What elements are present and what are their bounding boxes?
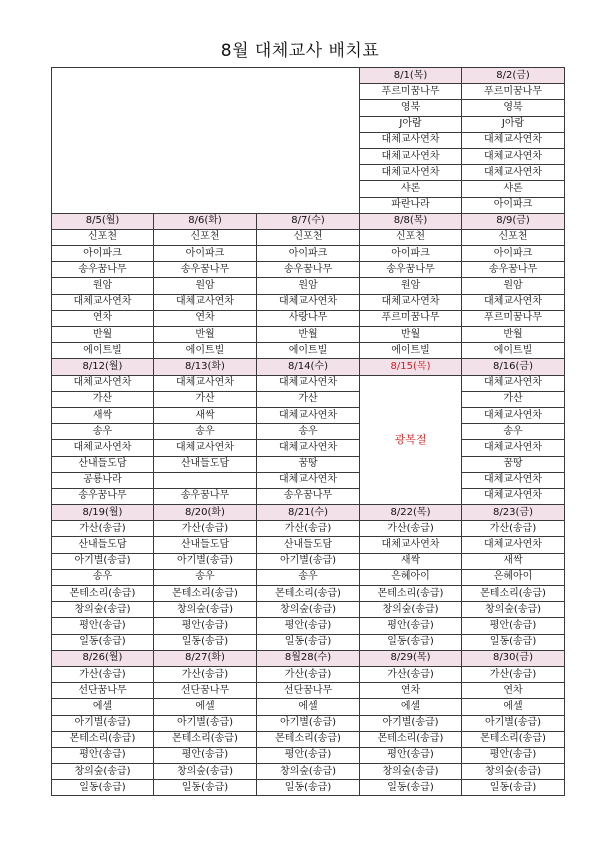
assignment-cell: 창의숲(송급) xyxy=(360,764,462,780)
assignment-cell: 평안(송급) xyxy=(462,747,565,763)
table-row xyxy=(52,343,565,359)
assignment-cell: 창의숲(송급) xyxy=(462,764,565,780)
assignment-cell: 창의숲(송급) xyxy=(257,764,360,780)
table-row xyxy=(52,278,565,294)
assignment-cell: 몬테소리(송급) xyxy=(154,586,257,602)
assignment-cell: 대체교사연차 xyxy=(360,294,462,310)
date-header: 8/2(금) xyxy=(462,68,565,84)
assignment-cell: 대체교사연차 xyxy=(154,440,257,456)
assignment-cell: 평안(송급) xyxy=(257,618,360,634)
assignment-cell: 송우 xyxy=(52,424,154,440)
date-header: 8/8(목) xyxy=(360,213,462,229)
date-header: 8/16(금) xyxy=(462,359,565,375)
assignment-cell: 송우꿈나무 xyxy=(52,262,154,278)
assignment-cell: 연차 xyxy=(360,683,462,699)
assignment-cell: 창의숲(송급) xyxy=(360,602,462,618)
assignment-cell: 가산(송급) xyxy=(257,521,360,537)
assignment-cell: 대체교사연차 xyxy=(257,294,360,310)
assignment-cell: 송우꿈나무 xyxy=(462,262,565,278)
date-header: 8/23(금) xyxy=(462,505,565,521)
assignment-cell: 아기별(송급) xyxy=(52,553,154,569)
assignment-cell: 대체교사연차 xyxy=(257,375,360,391)
assignment-cell: 아이파크 xyxy=(462,197,565,213)
assignment-cell: 창의숲(송급) xyxy=(257,602,360,618)
assignment-cell: 산내들도담 xyxy=(257,537,360,553)
assignment-cell: 꿈땅 xyxy=(462,456,565,472)
assignment-cell: 영북 xyxy=(360,100,462,116)
week4-date-row xyxy=(52,505,565,521)
assignment-cell: 꿈땅 xyxy=(257,456,360,472)
table-row xyxy=(52,407,565,423)
assignment-cell: 신포천 xyxy=(462,229,565,245)
date-header: 8/12(월) xyxy=(52,359,154,375)
date-header: 8/1(목) xyxy=(360,68,462,84)
assignment-cell: 대체교사연차 xyxy=(462,148,565,164)
assignment-cell: 대체교사연차 xyxy=(52,294,154,310)
page-title: 8월 대체교사 배치표 xyxy=(220,41,380,61)
table-row xyxy=(52,764,565,780)
assignment-cell: 송우꿈나무 xyxy=(154,488,257,504)
assignment-cell: 푸르미꿈나무 xyxy=(462,310,565,326)
assignment-cell: 몬테소리(송급) xyxy=(360,731,462,747)
assignment-cell: 송우꿈나무 xyxy=(52,488,154,504)
date-header: 8/15(목) xyxy=(360,359,462,375)
table-row xyxy=(52,310,565,326)
empty-block xyxy=(52,68,360,214)
schedule-table xyxy=(51,67,565,796)
assignment-cell: 반월 xyxy=(462,327,565,343)
assignment-cell: 몬테소리(송급) xyxy=(257,586,360,602)
assignment-cell: 사랑나무 xyxy=(257,310,360,326)
assignment-cell: 가산(송급) xyxy=(52,521,154,537)
table-row xyxy=(52,634,565,650)
week1-date-row xyxy=(52,68,565,84)
week5-date-row xyxy=(52,650,565,666)
assignment-cell: 일동(송급) xyxy=(360,634,462,650)
assignment-cell: 에셀 xyxy=(462,699,565,715)
date-header: 8/7(수) xyxy=(257,213,360,229)
date-header: 8/19(월) xyxy=(52,505,154,521)
assignment-cell: 파란나라 xyxy=(360,197,462,213)
assignment-cell: 에이트빌 xyxy=(360,343,462,359)
assignment-cell: 가산 xyxy=(52,391,154,407)
assignment-cell: 가산(송급) xyxy=(154,521,257,537)
holiday-cell: 광복절 xyxy=(360,375,462,505)
assignment-cell: 반월 xyxy=(360,327,462,343)
assignment-cell: 가산 xyxy=(257,391,360,407)
table-row xyxy=(52,553,565,569)
assignment-cell: 송우 xyxy=(154,424,257,440)
assignment-cell: 대체교사연차 xyxy=(462,488,565,504)
assignment-cell: 아기별(송급) xyxy=(257,553,360,569)
assignment-cell: 송우꿈나무 xyxy=(154,262,257,278)
table-row xyxy=(52,537,565,553)
assignment-cell: J아람 xyxy=(462,116,565,132)
date-header: 8/26(월) xyxy=(52,650,154,666)
assignment-cell: 송우 xyxy=(462,424,565,440)
table-row xyxy=(52,294,565,310)
assignment-cell: 신포천 xyxy=(257,229,360,245)
assignment-cell: 선단꿈나무 xyxy=(154,683,257,699)
table-row xyxy=(52,586,565,602)
table-row xyxy=(52,666,565,682)
week3-date-row xyxy=(52,359,565,375)
assignment-cell: 연차 xyxy=(52,310,154,326)
assignment-cell: 가산(송급) xyxy=(360,666,462,682)
assignment-cell: 대체교사연차 xyxy=(462,294,565,310)
assignment-cell: 평안(송급) xyxy=(154,618,257,634)
assignment-cell: 몬테소리(송급) xyxy=(52,731,154,747)
date-header: 8/14(수) xyxy=(257,359,360,375)
date-header: 8/5(월) xyxy=(52,213,154,229)
assignment-cell: 새싹 xyxy=(154,407,257,423)
assignment-cell: 에이트빌 xyxy=(154,343,257,359)
assignment-cell: 창의숲(송급) xyxy=(52,764,154,780)
assignment-cell: 에셀 xyxy=(52,699,154,715)
table-row xyxy=(52,569,565,585)
assignment-cell: 창의숲(송급) xyxy=(154,764,257,780)
assignment-cell: 아이파크 xyxy=(154,246,257,262)
assignment-cell: 가산 xyxy=(462,391,565,407)
assignment-cell: 신포천 xyxy=(52,229,154,245)
assignment-cell: 아기별(송급) xyxy=(360,715,462,731)
assignment-cell: 에셀 xyxy=(360,699,462,715)
assignment-cell: 가산(송급) xyxy=(52,666,154,682)
table-row xyxy=(52,229,565,245)
table-row xyxy=(52,683,565,699)
assignment-cell: 신포천 xyxy=(360,229,462,245)
assignment-cell: 에셀 xyxy=(154,699,257,715)
assignment-cell: 아기별(송급) xyxy=(154,715,257,731)
assignment-cell: 반월 xyxy=(154,327,257,343)
assignment-cell: 은혜아이 xyxy=(462,569,565,585)
table-row xyxy=(52,699,565,715)
assignment-cell: 대체교사연차 xyxy=(257,440,360,456)
table-row xyxy=(52,456,565,472)
assignment-cell: 대체교사연차 xyxy=(360,132,462,148)
assignment-cell: 몬테소리(송급) xyxy=(462,731,565,747)
table-row xyxy=(52,602,565,618)
table-row xyxy=(52,375,565,391)
assignment-cell: 선단꿈나무 xyxy=(52,683,154,699)
assignment-cell: 원암 xyxy=(360,278,462,294)
assignment-cell: 원암 xyxy=(257,278,360,294)
assignment-cell: 푸르미꿈나무 xyxy=(360,84,462,100)
assignment-cell: 새싹 xyxy=(462,553,565,569)
assignment-cell: 샤론 xyxy=(462,181,565,197)
assignment-cell: 일동(송급) xyxy=(360,780,462,796)
assignment-cell: 대체교사연차 xyxy=(462,407,565,423)
table-row xyxy=(52,731,565,747)
assignment-cell: 대체교사연차 xyxy=(52,375,154,391)
assignment-cell: 송우 xyxy=(257,569,360,585)
assignment-cell: 대체교사연차 xyxy=(257,472,360,488)
assignment-cell: 푸르미꿈나무 xyxy=(360,310,462,326)
assignment-cell: 평안(송급) xyxy=(52,747,154,763)
assignment-cell: 일동(송급) xyxy=(154,634,257,650)
date-header: 8/30(금) xyxy=(462,650,565,666)
assignment-cell: 가산(송급) xyxy=(154,666,257,682)
table-row xyxy=(52,715,565,731)
date-header: 8/21(수) xyxy=(257,505,360,521)
table-row xyxy=(52,780,565,796)
assignment-cell: 대체교사연차 xyxy=(462,472,565,488)
date-header: 8/9(금) xyxy=(462,213,565,229)
assignment-cell: 몬테소리(송급) xyxy=(257,731,360,747)
assignment-cell: 아기별(송급) xyxy=(52,715,154,731)
assignment-cell: 대체교사연차 xyxy=(154,375,257,391)
assignment-cell: 몬테소리(송급) xyxy=(154,731,257,747)
assignment-cell: 에이트빌 xyxy=(257,343,360,359)
date-header: 8/6(화) xyxy=(154,213,257,229)
date-header: 8/29(목) xyxy=(360,650,462,666)
assignment-cell: 반월 xyxy=(52,327,154,343)
assignment-cell: 대체교사연차 xyxy=(52,440,154,456)
assignment-cell: 원암 xyxy=(52,278,154,294)
table-row xyxy=(52,472,565,488)
assignment-cell: 아이파크 xyxy=(257,246,360,262)
date-header: 8/27(화) xyxy=(154,650,257,666)
assignment-cell: 송우 xyxy=(154,569,257,585)
assignment-cell: 송우꿈나무 xyxy=(257,262,360,278)
assignment-cell: 아기별(송급) xyxy=(462,715,565,731)
assignment-cell: 가산(송급) xyxy=(257,666,360,682)
assignment-cell: 연차 xyxy=(154,310,257,326)
table-row xyxy=(52,440,565,456)
assignment-cell: 평안(송급) xyxy=(257,747,360,763)
assignment-cell: 창의숲(송급) xyxy=(154,602,257,618)
assignment-cell: 새싹 xyxy=(360,553,462,569)
assignment-cell: 송우 xyxy=(257,424,360,440)
assignment-cell: 송우꿈나무 xyxy=(360,262,462,278)
assignment-cell: 대체교사연차 xyxy=(462,440,565,456)
assignment-cell: 일동(송급) xyxy=(462,634,565,650)
table-row xyxy=(52,618,565,634)
table-row xyxy=(52,327,565,343)
assignment-cell: 일동(송급) xyxy=(257,634,360,650)
assignment-cell: 에이트빌 xyxy=(52,343,154,359)
assignment-cell: 푸르미꿈나무 xyxy=(462,84,565,100)
assignment-cell: 대체교사연차 xyxy=(257,407,360,423)
assignment-cell: 몬테소리(송급) xyxy=(52,586,154,602)
assignment-cell: 영북 xyxy=(462,100,565,116)
assignment-cell: 대체교사연차 xyxy=(360,148,462,164)
assignment-cell: 창의숲(송급) xyxy=(52,602,154,618)
assignment-cell: 대체교사연차 xyxy=(360,165,462,181)
assignment-cell xyxy=(154,472,257,488)
assignment-cell: 아기별(송급) xyxy=(257,715,360,731)
assignment-cell: 대체교사연차 xyxy=(154,294,257,310)
assignment-cell: 대체교사연차 xyxy=(462,537,565,553)
assignment-cell: J아람 xyxy=(360,116,462,132)
assignment-cell: 송우꿈나무 xyxy=(257,488,360,504)
assignment-cell: 대체교사연차 xyxy=(462,375,565,391)
assignment-cell: 일동(송급) xyxy=(462,780,565,796)
assignment-cell: 에이트빌 xyxy=(462,343,565,359)
assignment-cell: 일동(송급) xyxy=(52,780,154,796)
assignment-cell: 가산(송급) xyxy=(462,666,565,682)
assignment-cell: 대체교사연차 xyxy=(462,165,565,181)
table-row xyxy=(52,747,565,763)
table-row xyxy=(52,521,565,537)
table-row xyxy=(52,246,565,262)
assignment-cell: 산내들도담 xyxy=(154,456,257,472)
assignment-cell: 새싹 xyxy=(52,407,154,423)
table-row xyxy=(52,424,565,440)
table-row xyxy=(52,391,565,407)
assignment-cell: 평안(송급) xyxy=(360,747,462,763)
assignment-cell: 아이파크 xyxy=(462,246,565,262)
assignment-cell: 가산(송급) xyxy=(462,521,565,537)
assignment-cell: 반월 xyxy=(257,327,360,343)
assignment-cell: 몬테소리(송급) xyxy=(462,586,565,602)
assignment-cell: 창의숲(송급) xyxy=(462,602,565,618)
assignment-cell: 아기별(송급) xyxy=(154,553,257,569)
assignment-cell: 산내들도담 xyxy=(52,456,154,472)
assignment-cell: 일동(송급) xyxy=(154,780,257,796)
assignment-cell: 산내들도담 xyxy=(52,537,154,553)
assignment-cell: 원암 xyxy=(154,278,257,294)
assignment-cell: 일동(송급) xyxy=(52,634,154,650)
assignment-cell: 연차 xyxy=(462,683,565,699)
assignment-cell: 에셀 xyxy=(257,699,360,715)
assignment-cell: 평안(송급) xyxy=(154,747,257,763)
date-header: 8/20(화) xyxy=(154,505,257,521)
assignment-cell: 아이파크 xyxy=(360,246,462,262)
assignment-cell: 평안(송급) xyxy=(360,618,462,634)
assignment-cell: 송우 xyxy=(52,569,154,585)
assignment-cell: 가산 xyxy=(154,391,257,407)
assignment-cell: 샤론 xyxy=(360,181,462,197)
assignment-cell: 대체교사연차 xyxy=(360,537,462,553)
assignment-cell: 평안(송급) xyxy=(462,618,565,634)
assignment-cell: 선단꿈나무 xyxy=(257,683,360,699)
assignment-cell: 아이파크 xyxy=(52,246,154,262)
assignment-cell: 은혜아이 xyxy=(360,569,462,585)
table-row xyxy=(52,262,565,278)
assignment-cell: 평안(송급) xyxy=(52,618,154,634)
assignment-cell: 몬테소리(송급) xyxy=(360,586,462,602)
assignment-cell: 가산(송급) xyxy=(360,521,462,537)
assignment-cell: 대체교사연차 xyxy=(462,132,565,148)
assignment-cell: 일동(송급) xyxy=(257,780,360,796)
week2-date-row xyxy=(52,213,565,229)
assignment-cell: 공룡나라 xyxy=(52,472,154,488)
table-row xyxy=(52,488,565,504)
date-header: 8/22(목) xyxy=(360,505,462,521)
assignment-cell: 원암 xyxy=(462,278,565,294)
assignment-cell: 신포천 xyxy=(154,229,257,245)
date-header: 8/13(화) xyxy=(154,359,257,375)
date-header: 8월28(수) xyxy=(257,650,360,666)
assignment-cell: 산내들도담 xyxy=(154,537,257,553)
